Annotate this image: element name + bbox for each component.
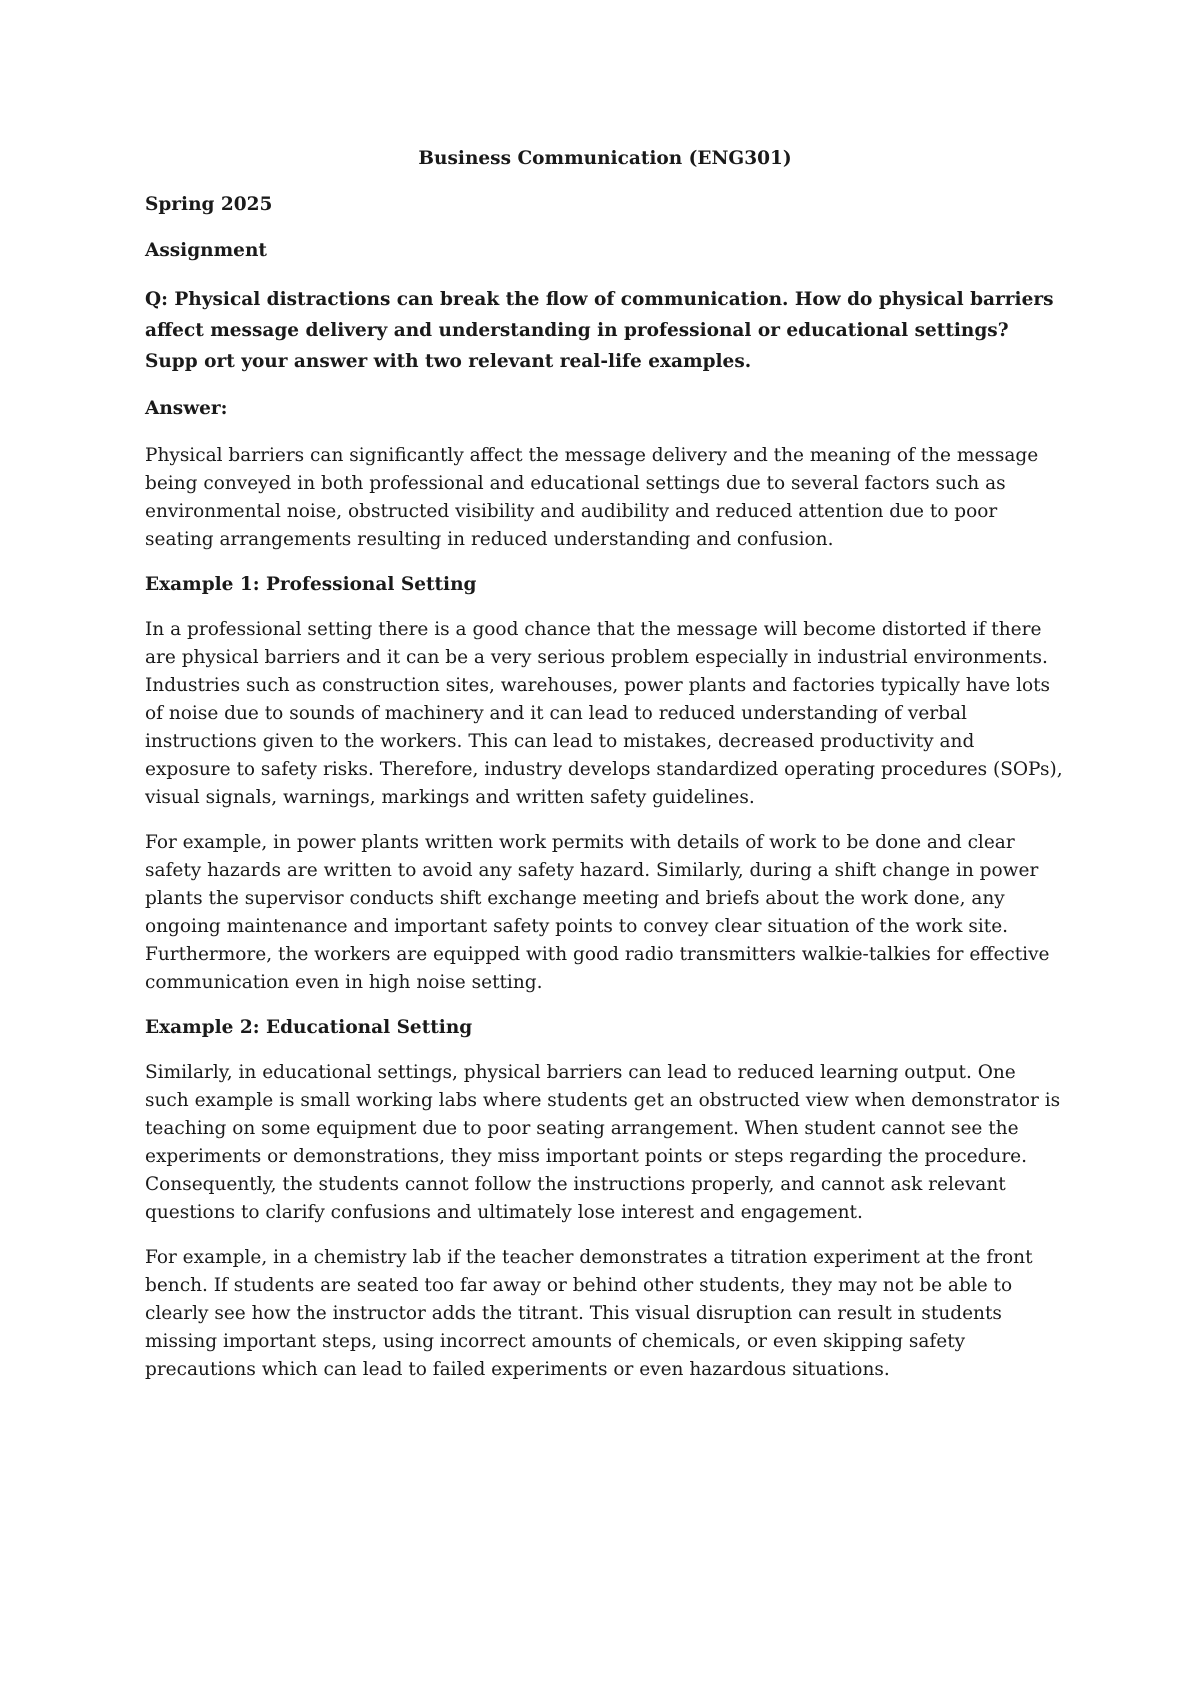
example-2-heading: Example 2: Educational Setting — [145, 1017, 473, 1038]
example-1-paragraph-1-text: In a professional setting there is a good chance that the message will become distorted if there are physical barriers and it can be a very serious problem especially in industrial environments. Industries such as construction sites, warehouses, power plants and factories typically have lots of noise due to sounds of machinery and it can lead to reduced understanding of verbal instructions given to the workers. This can lead to mistakes, decreased productivity and exposure to safety risks. Therefore, industry develops standardized operating procedures (SOPs), visual signals, warnings, markings and written safety guidelines. — [145, 619, 1063, 808]
example-2-paragraph-2-text: For example, in a chemistry lab if the teacher demonstrates a titration experiment at the front bench. If students are seated too far away or behind other students, they may not be able to clearly see how the instructor adds the titrant. This visual disruption can result in students missing important steps, using incorrect amounts of chemicals, or even skipping safety precautions which can lead to failed experiments or even hazardous situations. — [145, 1247, 1033, 1380]
example-1-paragraph-2-text: For example, in power plants written work permits with details of work to be done and clear safety hazards are written to avoid any safety hazard. Similarly, during a shift change in power plants the supervisor conducts shift exchange meeting and briefs about the work done, any ongoing maintenance and important safety points to convey clear situation of the work site. Furthermore, the workers are equipped with good radio transmitters walkie-talkies for effective communication even in high noise setting. — [145, 832, 1050, 993]
answer-intro-text: Physical barriers can significantly affect the message delivery and the meaning of the message being conveyed in both professional and educational settings due to several factors such as environmental noise, obstructed visibility and audibility and reduced attention due to poor seating arrangements resulting in reduced understanding and confusion. — [145, 445, 1039, 550]
answer-label: Answer: — [145, 398, 228, 419]
example-1-heading: Example 1: Professional Setting — [145, 574, 477, 595]
example-2-paragraph-1 — [145, 1059, 1065, 1227]
example-1-paragraph-1 — [145, 616, 1065, 812]
example-1-paragraph-2 — [145, 829, 1065, 997]
example-2-paragraph-1-text: Similarly, in educational settings, physical barriers can lead to reduced learning output. One such example is small working labs where students get an obstructed view when demonstrator is teaching on some equipment due to poor seating arrangement. When student cannot see the experiments or demonstrations, they miss important points or steps regarding the procedure. Consequently, the students cannot follow the instructions properly, and cannot ask relevant questions to clarify confusions and ultimately lose interest and engagement. — [145, 1062, 1061, 1223]
term-label: Spring 2025 — [145, 194, 273, 215]
document-title: Business Communication (ENG301) — [418, 148, 792, 169]
question-text: Q: Physical distractions can break the flow of communication. How do physical barriers affect message delivery and understanding in professional or educational settings? Supp ort your answer with two relevant real-life examples. — [145, 289, 1054, 372]
assignment-label: Assignment — [145, 240, 267, 261]
answer-intro-paragraph — [145, 442, 1065, 554]
example-2-paragraph-2 — [145, 1244, 1065, 1384]
document-body — [145, 146, 1065, 1401]
